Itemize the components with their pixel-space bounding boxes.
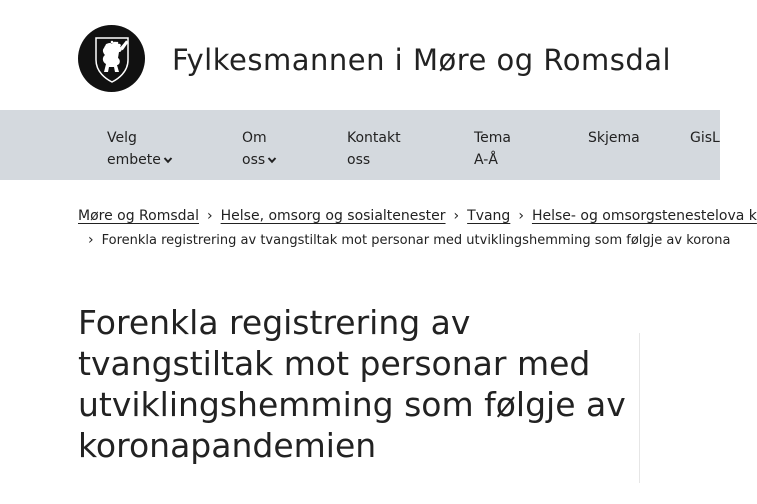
nav-item-skjema[interactable] [588,127,640,149]
nav-item-label: oss [242,152,266,168]
site-title[interactable]: Fylkesmannen i Møre og Romsdal [172,43,672,77]
divider [639,333,640,483]
breadcrumb [78,205,757,251]
main-navigation [0,110,720,180]
chevron-right-icon: › [207,208,213,224]
breadcrumb-link[interactable]: Tvang [467,208,511,224]
chevron-right-icon: › [453,208,460,224]
nav-item-tema[interactable] [474,127,511,171]
nav-item-velg-embete[interactable] [107,127,173,171]
nav-item-label: Tema [474,130,512,146]
nav-item-label: GisL [690,130,720,146]
breadcrumb-current: Forenkla registrering av tvangstiltak mot personar med utviklingshemming som følgje av korona [101,233,731,248]
nav-item-label: oss [347,152,371,168]
nav-item-label: Kontakt [347,130,401,146]
nav-item-kontakt-oss[interactable] [347,127,401,171]
chevron-down-icon [267,155,277,165]
nav-item-label: Om [242,130,267,146]
chevron-down-icon [163,155,173,165]
breadcrumb-link[interactable]: Helse- og omsorgstenestelova k [531,208,757,224]
breadcrumb-link[interactable]: Helse, omsorg og sosialtenester [220,208,446,224]
nav-item-label: Velg [107,130,137,146]
breadcrumb-link[interactable]: Møre og Romsdal [78,208,200,224]
site-header [0,0,720,110]
coat-of-arms-logo[interactable] [78,25,145,92]
chevron-right-icon: › [88,232,94,248]
nav-item-label: A-Å [474,152,498,168]
nav-item-label: embete [107,152,161,168]
chevron-right-icon: › [518,208,524,224]
nav-item-label: Skjema [588,130,640,146]
nav-item-om-oss[interactable] [242,127,277,171]
page-title: Forenkla registrering av tvangstiltak mot personar med utviklingshemming som følgje av koronapandemien [78,303,626,465]
lion-icon [90,34,134,84]
nav-item-gisl[interactable] [690,127,720,149]
